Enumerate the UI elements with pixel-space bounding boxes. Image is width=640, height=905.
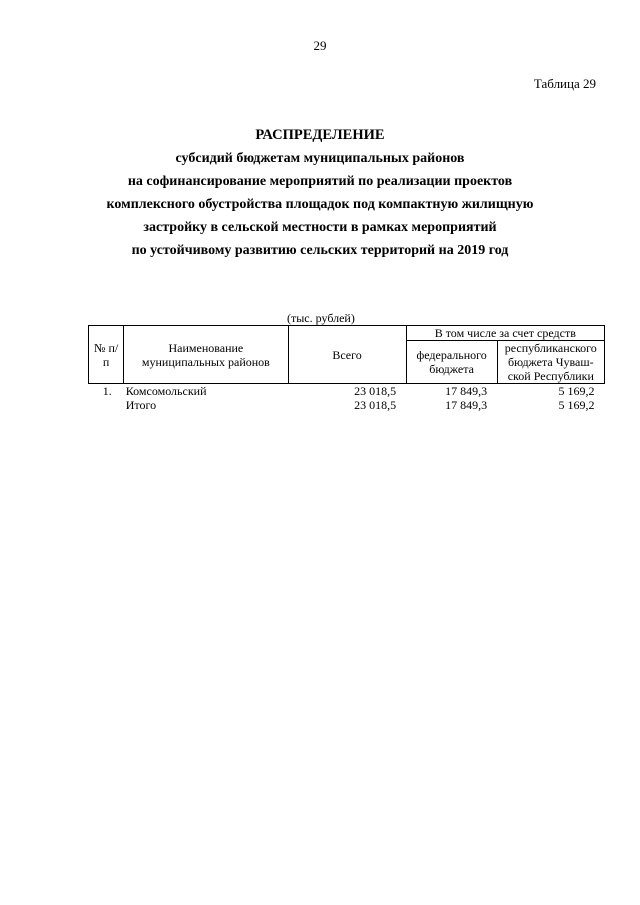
heading-line: на софинансирование мероприятий по реализации проектов [127, 174, 513, 189]
heading-line: застройку в сельской местности в рамках мероприятий [143, 220, 497, 235]
row-republic: 5 169,2 [558, 384, 595, 398]
row-no: 1. [102, 384, 112, 398]
row-total: 23 018,5 [354, 384, 397, 398]
header-no: № п/п [89, 326, 124, 384]
units-label: (тыс. рублей) [287, 311, 355, 325]
document-heading [0, 124, 640, 262]
table-header-row [89, 326, 605, 341]
header-federal: федерального бюджета [406, 341, 497, 384]
header-name: Наименование муниципальных районов [124, 326, 288, 384]
header-including: В том числе за счет средств [406, 326, 604, 341]
table-row-total [89, 398, 605, 412]
row-no [89, 398, 124, 412]
heading-line: комплексного обустройства площадок под компактную жилищную [106, 197, 534, 212]
heading-line: субсидий бюджетам муниципальных районов [175, 151, 465, 166]
row-name: Комсомольский [125, 384, 207, 398]
row-republic: 5 169,2 [558, 398, 595, 412]
table-label: Таблица 29 [533, 76, 596, 91]
heading-line: по устойчивому развитию сельских территорий на 2019 год [131, 243, 509, 258]
row-federal: 17 849,3 [445, 384, 488, 398]
subsidy-table [88, 325, 605, 412]
row-name: Итого [125, 398, 157, 412]
header-republic: республиканского бюджета Чуваш-ской Республики [497, 341, 604, 384]
row-federal: 17 849,3 [445, 398, 488, 412]
row-total: 23 018,5 [354, 398, 397, 412]
header-total: Всего [288, 326, 406, 384]
page-number: 29 [313, 38, 327, 53]
table-row [89, 384, 605, 399]
heading-title: РАСПРЕДЕЛЕНИЕ [255, 127, 385, 143]
